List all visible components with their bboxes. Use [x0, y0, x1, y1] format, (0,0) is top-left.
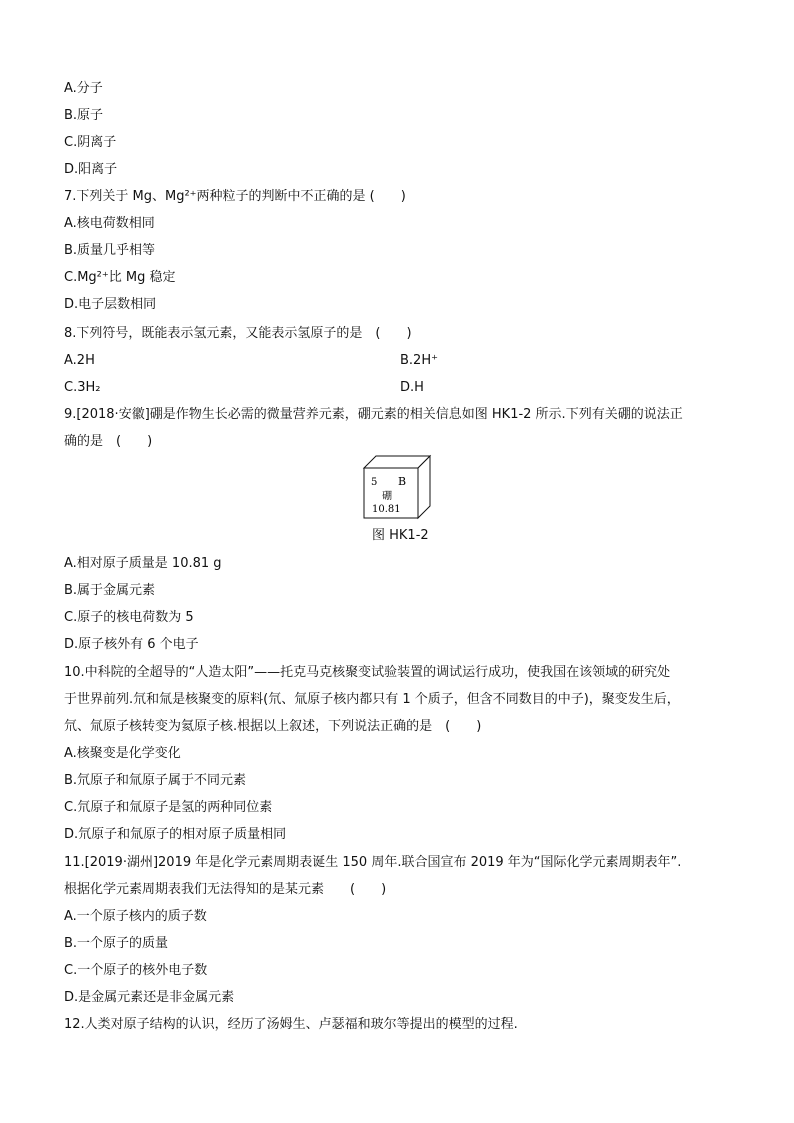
q11-stem-line1: 11.[2019·湖州]2019 年是化学元素周期表诞生 150 周年.联合国宣布 2019 年为“国际化学元素周期表年”.	[64, 855, 682, 870]
q10-option-a: A.核聚变是化学变化	[64, 746, 181, 761]
q8-stem: 8.下列符号，既能表示氢元素，又能表示氢原子的是 ( )	[64, 326, 412, 341]
q8-option-d: D.H	[400, 380, 424, 395]
atomic-number: 5	[371, 477, 378, 488]
q9-option-b: B.属于金属元素	[64, 583, 156, 598]
q6-option-a: A.分子	[64, 81, 103, 96]
q10-option-d: D.氘原子和氚原子的相对原子质量相同	[64, 827, 287, 842]
element-symbol: B	[398, 475, 407, 488]
q7-option-d: D.电子层数相同	[64, 297, 157, 312]
q10-stem-line2: 于世界前列.氘和氚是核聚变的原料(氘、氚原子核内都只有 1 个质子，但含不同数目的中子)，聚变发生后，	[64, 692, 680, 707]
q7-option-a: A.核电荷数相同	[64, 216, 155, 231]
q11-option-b: B.一个原子的质量	[64, 936, 169, 951]
q6-option-d: D.阳离子	[64, 162, 118, 177]
q8-option-c: C.3H₂	[64, 380, 101, 395]
q11-option-a: A.一个原子核内的质子数	[64, 909, 207, 924]
q7-stem: 7.下列关于 Mg、Mg²⁺两种粒子的判断中不正确的是 ( )	[64, 189, 406, 204]
q11-stem-line2: 根据化学元素周期表我们无法得知的是某元素 ( )	[64, 882, 387, 897]
q7-option-b: B.质量几乎相等	[64, 243, 156, 258]
q9-option-a: A.相对原子质量是 10.81 g	[64, 556, 222, 571]
q11-option-c: C.一个原子的核外电子数	[64, 963, 208, 978]
figure-caption: 图 HK1-2	[372, 528, 429, 543]
q10-stem-line1: 10.中科院的全超导的“人造太阳”——托克马克核聚变试验装置的调试运行成功，使我国在该领域的研究处	[64, 665, 671, 680]
q10-option-c: C.氘原子和氚原子是氢的两种同位素	[64, 800, 273, 815]
q9-option-c: C.原子的核电荷数为 5	[64, 610, 194, 625]
element-cell-figure	[362, 454, 432, 520]
q12-stem: 12.人类对原子结构的认识，经历了汤姆生、卢瑟福和玻尔等提出的模型的过程.	[64, 1017, 518, 1032]
q10-option-b: B.氘原子和氚原子属于不同元素	[64, 773, 247, 788]
q8-option-b: B.2H⁺	[400, 353, 438, 368]
q10-stem-line3: 氘、氚原子核转变为氦原子核.根据以上叙述，下列说法正确的是 ( )	[64, 719, 482, 734]
q9-stem-line1: 9.[2018·安徽]硼是作物生长必需的微量营养元素，硼元素的相关信息如图 HK1-2 所示.下列有关硼的说法正	[64, 407, 683, 422]
q8-option-a: A.2H	[64, 353, 95, 368]
q7-option-c: C.Mg²⁺比 Mg 稳定	[64, 270, 176, 285]
relative-atomic-mass: 10.81	[372, 504, 401, 515]
q6-option-b: B.原子	[64, 108, 104, 123]
element-name: 硼	[382, 491, 392, 502]
q6-option-c: C.阴离子	[64, 135, 117, 150]
q9-option-d: D.原子核外有 6 个电子	[64, 637, 199, 652]
q11-option-d: D.是金属元素还是非金属元素	[64, 990, 235, 1005]
q9-stem-line2: 确的是 ( )	[64, 434, 153, 449]
